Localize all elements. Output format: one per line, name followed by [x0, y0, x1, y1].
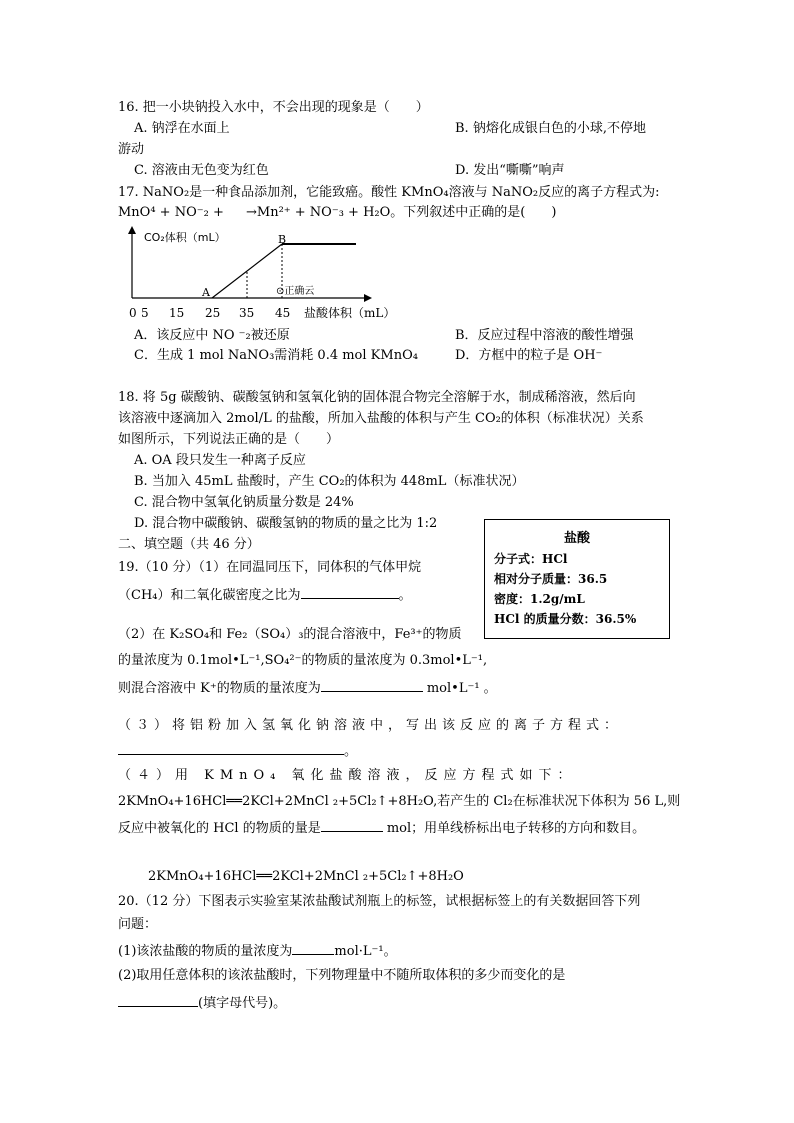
q17-stem: 17. NaNO₂是一种食品添加剂，它能致癌。酸性 KMnO₄溶液与 NaNO₂反应的离子方程式为:: [118, 185, 660, 200]
q17-option-c: C．生成 1 mol NaNO₃需消耗 0.4 mol KMnO₄: [134, 348, 418, 363]
q17-equation-right: →Mn²⁺ + NO⁻₃ + H₂O。下列叙述中正确的是( ): [246, 205, 557, 220]
q19-line-2-text: （CH₄）和二氧化碳密度之比为: [118, 588, 301, 603]
q19-part3-text: （３）将铝粉加入氢氧化钠溶液中，写出该反应的离子方程式：: [118, 718, 623, 733]
q20-line-3-text: (1)该浓盐酸的物质的量浓度为: [118, 944, 293, 959]
q18-stem-2: 该溶液中逐滴加入 2mol/L 的盐酸，所加入盐酸的体积与产生 CO₂的体积（标准状况）关系: [118, 411, 644, 426]
answer-blank-letter-codes[interactable]: [118, 993, 198, 1007]
label-molar-mass: 相对分子质量：36.5: [494, 572, 608, 586]
q19-line-2: [118, 585, 412, 604]
q17-option-b: B．反应过程中溶液的酸性增强: [455, 328, 634, 343]
q19-part4-line-1: [118, 767, 577, 784]
q19-part2-line-1: （2）在 K₂SO₄和 Fe₂（SO₄）₃的混合溶液中，Fe³⁺的物质: [118, 627, 462, 642]
q18-option-a: A. OA 段只发生一种离子反应: [134, 453, 306, 468]
q16-option-d: D. 发出“嘶嘶”响声: [455, 163, 565, 178]
q20-line-3-unit: mol·L⁻¹。: [334, 944, 397, 959]
x-axis-label: 盐酸体积（mL）: [304, 306, 396, 320]
q19-part3-line-2: [118, 741, 357, 760]
point-label-a: A: [202, 286, 210, 299]
q19-part4-line-3-text: 反应中被氧化的 HCl 的物质的量是: [118, 821, 321, 836]
q20-line-1: 20.（12 分）下图表示实验室某浓盐酸试剂瓶上的标签，试根据标签上的有关数据回答下列: [118, 894, 641, 909]
q16-stem: 16. 把一小块钠投入水中，不会出现的现象是（ ）: [118, 100, 429, 115]
q19-line-2-end: 。: [398, 588, 412, 603]
q17-option-d: D．方框中的粒子是 OH⁻: [455, 348, 603, 363]
label-mass-fraction: HCl 的质量分数：36.5%: [494, 612, 637, 626]
x-tick-label-15: 15: [169, 306, 185, 320]
answer-blank-molarity[interactable]: [292, 941, 334, 955]
hcl-label-box: [484, 519, 670, 639]
q20-line-5-end: (填字母代号)。: [198, 996, 287, 1011]
x-tick-label-25: 25: [205, 306, 221, 320]
q20-line-2: 问题：: [118, 917, 158, 932]
q16-option-b-cont: 游动: [118, 142, 145, 157]
x-tick-label-45: 45: [275, 306, 291, 320]
q19-part2-line-3: [118, 678, 497, 697]
x-tick-label-0: 0: [129, 306, 137, 320]
q18-stem-3: 如图所示，下列说法正确的是（ ）: [118, 432, 340, 447]
label-formula: 分子式：HCl: [494, 552, 568, 566]
y-axis-arrow: [128, 226, 136, 234]
q18-option-b: B. 当加入 45mL 盐酸时，产生 CO₂的体积为 448mL（标准状况）: [134, 474, 525, 489]
q20-line-3: [118, 941, 397, 960]
q19-part3-line-1: [118, 717, 663, 734]
q19-part2-line-3-text: 则混合溶液中 K⁺的物质的量浓度为: [118, 681, 321, 696]
section-2-heading: 二、填空题（共 46 分）: [118, 537, 260, 552]
y-axis-label: CO₂体积（mL）: [144, 231, 226, 244]
q19-part4-line-3: [118, 818, 645, 837]
co2-volume-chart: [118, 224, 418, 324]
q16-option-a: A. 钠浮在水面上: [134, 121, 230, 136]
q19-part4-text: （４）用 KMnO₄ 氧化盐酸溶液，反应方程式如下：: [118, 768, 577, 783]
q19-part2-line-3-unit: mol•L⁻¹ 。: [426, 681, 497, 696]
x-tick-label-35: 35: [239, 306, 255, 320]
q20-line-4: (2)取用任意体积的该浓盐酸时，下列物理量中不随所取体积的多少而变化的是: [118, 968, 566, 983]
q19-part2-line-2: 的量浓度为 0.1mol•L⁻¹,SO₄²⁻的物质的量浓度为 0.3mol•L⁻¹,: [118, 653, 488, 668]
q19-part3-end: 。: [344, 744, 358, 759]
q19-line-1: 19.（10 分）（1）在同温同压下，同体积的气体甲烷: [118, 560, 422, 575]
answer-blank-hcl-oxidized[interactable]: [321, 818, 383, 832]
q17-equation-left: MnO⁴ + NO⁻₂ +: [118, 205, 224, 220]
point-label-b: B: [278, 233, 287, 246]
answer-blank-k-concentration[interactable]: [321, 678, 423, 692]
q18-stem-1: 18. 将 5g 碳酸钠、碳酸氢钠和氢氧化钠的固体混合物完全溶解于水，制成稀溶液，然后向: [118, 390, 636, 405]
q20-line-5: [118, 993, 286, 1012]
q19-equation-for-bridge: 2KMnO₄+16HCl══2KCl+2MnCl ₂+5Cl₂↑+8H₂O: [148, 869, 464, 884]
q18-option-c: C. 混合物中氢氧化钠质量分数是 24%: [134, 495, 354, 510]
q19-part4-line-2: 2KMnO₄+16HCl══2KCl+2MnCl ₂+5Cl₂↑+8H₂O,若产生的 Cl₂在标准状况下体积为 56 L,则: [118, 794, 681, 809]
label-title: 盐酸: [563, 531, 590, 546]
q16-option-b: B. 钠熔化成银白色的小球,不停地: [455, 121, 646, 136]
q19-part4-line-3-end: mol；用单线桥标出电子转移的方向和数目。: [386, 821, 646, 836]
answer-blank-ionic-equation[interactable]: [118, 741, 344, 755]
q16-option-c: C. 溶液由无色变为红色: [134, 163, 269, 178]
chart-annotation: ⊙正确云: [276, 286, 315, 297]
label-density: 密度：1.2g/mL: [494, 592, 585, 606]
x-tick-label-5: 5: [141, 306, 149, 320]
x-axis-arrow: [364, 294, 372, 302]
q17-option-a: A．该反应中 NO ⁻₂被还原: [134, 328, 290, 343]
q18-option-d: D. 混合物中碳酸钠、碳酸氢钠的物质的量之比为 1:2: [134, 516, 438, 531]
answer-blank-density-ratio[interactable]: [301, 585, 399, 599]
